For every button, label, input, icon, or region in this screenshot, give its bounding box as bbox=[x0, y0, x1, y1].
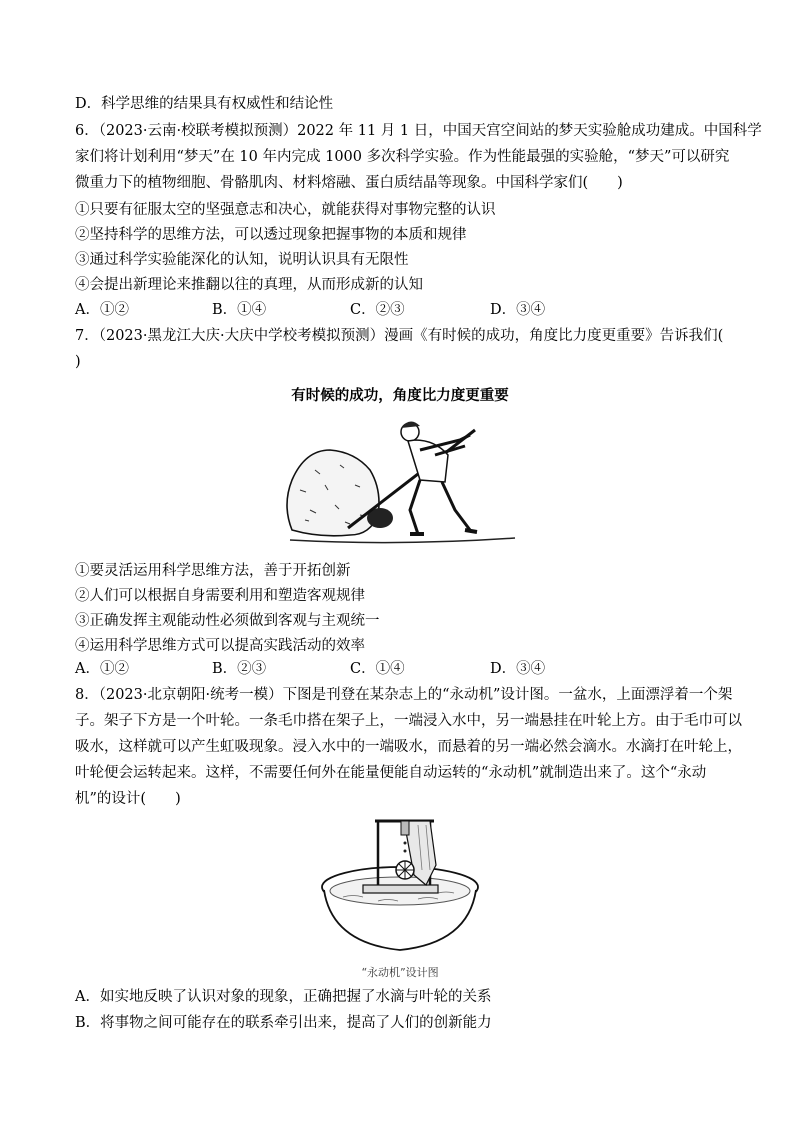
q6-option-d[interactable]: D．③④ bbox=[490, 302, 546, 318]
q6-statement-3: ③通过科学实验能深化的认知，说明认识具有无限性 bbox=[75, 252, 409, 268]
q6-option-c[interactable]: C．②③ bbox=[350, 302, 405, 318]
water-drop bbox=[404, 842, 407, 845]
q7-stem-line-2: ) bbox=[75, 354, 81, 370]
worker-leg-back bbox=[442, 482, 470, 530]
q8-stem-line-3: 吸水，这样就可以产生虹吸现象。浸入水中的一端吸水，而悬着的另一端必然会滴水。水滴打在叶轮上， bbox=[75, 739, 742, 755]
q8-stem-line-5: 机”的设计( ) bbox=[75, 791, 181, 807]
q7-statement-3: ③正确发挥主观能动性必须做到客观与主观统一 bbox=[75, 613, 380, 629]
q6-statement-2: ②坚持科学的思维方法，可以透过现象把握事物的本质和规律 bbox=[75, 227, 467, 243]
q6-stem-line-1: 6．（2023·云南·校联考模拟预测）2022 年 11 月 1 日，中国天宫空间站的梦天实验舱成功建成。中国科学 bbox=[75, 123, 762, 139]
q8-stem-line-2: 子。架子下方是一个叶轮。一条毛巾搭在架子上，一端浸入水中，另一端悬挂在叶轮上方。由于毛巾可以 bbox=[75, 713, 742, 729]
perpetual-motion-illustration bbox=[318, 815, 483, 960]
q6-stem-line-3: 微重力下的植物细胞、骨骼肌肉、材料熔融、蛋白质结晶等现象。中国科学家们( ) bbox=[75, 175, 623, 191]
q6-statement-1: ①只要有征服太空的坚强意志和决心，就能获得对事物完整的认识 bbox=[75, 202, 496, 218]
q7-option-d[interactable]: D．③④ bbox=[490, 661, 546, 677]
figure-caption: “永动机”设计图 bbox=[361, 966, 439, 979]
q7-stem-line-1: 7．（2023·黑龙江大庆·大庆中学校考模拟预测）漫画《有时候的成功，角度比力度更重要》告诉我们( bbox=[75, 328, 724, 344]
cartoon-illustration bbox=[270, 410, 520, 550]
q7-statement-1: ①要灵活运用科学思维方法，善于开拓创新 bbox=[75, 563, 351, 579]
q6-option-a[interactable]: A．①② bbox=[75, 302, 129, 318]
towel-drip-end bbox=[401, 821, 409, 835]
q8-stem-line-4: 叶轮便会运转起来。这样，不需要任何外在能量便能自动运转的“永动机”就制造出来了。这个“永动 bbox=[75, 765, 707, 781]
q7-option-b[interactable]: B．②③ bbox=[212, 661, 267, 677]
q7-option-c[interactable]: C．①④ bbox=[350, 661, 405, 677]
worker-leg-front bbox=[410, 480, 420, 534]
q8-option-b[interactable]: B．将事物之间可能存在的联系牵引出来，提高了人们的创新能力 bbox=[75, 1015, 492, 1031]
q6-statement-4: ④会提出新理论来推翻以往的真理，从而形成新的认知 bbox=[75, 277, 423, 293]
q8-option-a[interactable]: A．如实地反映了认识对象的现象，正确把握了水滴与叶轮的关系 bbox=[75, 989, 492, 1005]
q6-option-b[interactable]: B．①④ bbox=[212, 302, 267, 318]
float-platform bbox=[363, 885, 438, 893]
rock bbox=[287, 450, 379, 536]
cartoon-title: 有时候的成功，角度比力度更重要 bbox=[291, 388, 509, 404]
q7-statement-4: ④运用科学思维方式可以提高实践活动的效率 bbox=[75, 638, 365, 654]
prev-option-d: D．科学思维的结果具有权威性和结论性 bbox=[75, 96, 334, 112]
q7-option-a[interactable]: A．①② bbox=[75, 661, 129, 677]
q7-statement-2: ②人们可以根据自身需要利用和塑造客观规律 bbox=[75, 588, 365, 604]
q6-stem-line-2: 家们将计划利用“梦天”在 10 年内完成 1000 多次科学实验。作为性能最强的实验舱，“梦天”可以研究 bbox=[75, 149, 730, 165]
q8-stem-line-1: 8．（2023·北京朝阳·统考一模）下图是刊登在某杂志上的“永动机”设计图。一盆水，上面漂浮着一个架 bbox=[75, 687, 733, 703]
water-drop bbox=[404, 850, 407, 853]
ground-line bbox=[290, 538, 515, 543]
worker-boots bbox=[410, 530, 477, 534]
